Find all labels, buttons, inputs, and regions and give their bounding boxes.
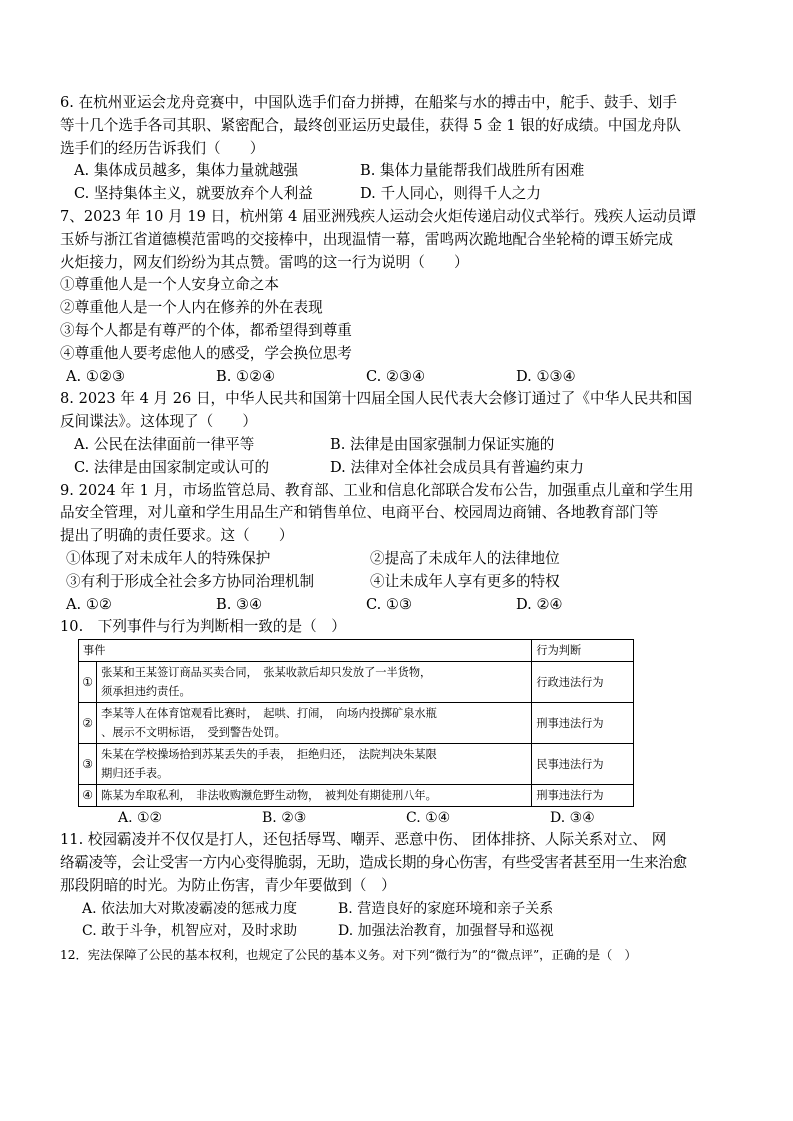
table-row-number: ④ [79,785,97,807]
question-12 [60,943,750,967]
q6-stem-line-1: 6. 在杭州亚运会龙舟竞赛中，中国队选手们奋力拼搏，在船桨与水的搏击中，舵手、鼓手、划手 [60,94,677,111]
table-row-number: ① [79,662,97,703]
q7-option-b[interactable]: B. ①②④ [216,367,276,385]
q6-option-a[interactable]: A. 集体成员越多，集体力量就越强 [74,162,299,180]
q9-option-a[interactable]: A. ①② [66,595,112,613]
event-line: 须承担违约责任。 [101,685,191,699]
q7-statement-3: ③每个人都是有尊严的个体，都希望得到尊重 [60,321,352,339]
table-row-event [97,785,532,807]
q9-stem-line-2: 品安全管理，对儿童和学生用品生产和销售单位、电商平台、校园周边商铺、各地教育部门等 [60,504,659,522]
table-row-judgment: 行政违法行为 [532,662,634,703]
exam-page [60,92,750,967]
q10-option-d[interactable]: D. ③④ [550,810,595,827]
q7-statement-4: ④尊重他人要考虑他人的感受，学会换位思考 [60,344,352,362]
q10-stem: 10. 下列事件与行为判断相一致的是（ ） [60,618,346,636]
table-row [79,703,634,744]
table-header-event: 事件 [79,640,532,662]
table-row-judgment: 刑事违法行为 [532,785,634,807]
q6-stem-line-2: 等十几个选手各司其职、紧密配合，最终创亚运历史最佳，获得 5 金 1 银的好成绩。中国龙舟队 [60,116,681,134]
event-line: 陈某为牟取私利， 非法收购濒危野生动物， 被判处有期徒刑八年。 [101,789,437,803]
q8-options-row-2 [60,457,750,480]
q9-statement-1: ①体现了对未成年人的特殊保护 [66,549,271,567]
q9-statements-row-1 [60,548,750,571]
question-7 [60,206,750,388]
q11-options-row-1 [60,898,750,921]
q11-option-d[interactable]: D. 加强法治教育，加强督导和巡视 [338,923,554,940]
q8-option-c[interactable]: C. 法律是由国家制定或认可的 [74,458,270,476]
q9-stem-line-3: 提出了明确的责任要求。这（ ） [60,527,294,545]
q7-option-a[interactable]: A. ①②③ [66,367,126,385]
q7-stem-line-3: 火炬接力，网友们纷纷为其点赞。雷鸣的这一行为说明（ ） [60,253,469,271]
table-row [79,785,634,807]
q11-options-row-2 [60,920,750,943]
q8-option-d[interactable]: D. 法律对全体社会成员具有普遍约束力 [330,458,584,476]
question-9 [60,480,750,617]
event-line: 李某等人在体育馆观看比赛时， 起哄、打闹， 向场内投掷矿泉水瓶 [101,707,437,721]
q8-stem-line-2: 反间谍法》。这体现了（ ） [60,413,258,431]
q6-option-c[interactable]: C. 坚持集体主义，就要放弃个人利益 [74,185,313,203]
q8-stem-line-1: 8. 2023 年 4 月 26 日，中华人民共和国第十四届全国人民代表大会修订通过了《中华人民共和国 [60,390,693,408]
q7-option-d[interactable]: D. ①③④ [516,367,576,385]
event-line: 张某和王某签订商品买卖合同， 张某收款后却只发放了一半货物， [101,666,432,680]
q6-stem-line-3: 选手们的经历告诉我们（ ） [60,139,265,157]
q9-statement-3: ③有利于形成全社会多方协同治理机制 [66,572,315,590]
event-line: 朱某在学校操场拾到苏某丢失的手表， 拒绝归还， 法院判决朱某限 [101,748,437,762]
q7-options-row [60,366,750,389]
question-8 [60,388,750,479]
q10-event-table [78,639,634,807]
q9-option-c[interactable]: C. ①③ [366,595,413,613]
table-row-number: ② [79,703,97,744]
q11-stem-line-1: 11. 校园霸凌并不仅仅是打人，还包括辱骂、嘲弄、恶意中伤、 团体排挤、人际关系对立、 网 [60,831,667,849]
q11-option-b[interactable]: B. 营造良好的家庭环境和亲子关系 [338,900,554,917]
q9-option-d[interactable]: D. ②④ [516,595,563,613]
table-header-judgment: 行为判断 [532,640,634,662]
table-row-event [97,744,532,785]
q6-options-row-2 [60,183,750,206]
table-row-event [97,662,532,703]
question-6 [60,92,750,206]
q8-option-b[interactable]: B. 法律是由国家强制力保证实施的 [330,435,555,453]
q10-option-c[interactable]: C. ①④ [406,810,451,827]
q6-options-row-1 [60,160,750,183]
q12-stem: 12．宪法保障了公民的基本权利，也规定了公民的基本义务。对下列“微行为”的“微点评”，正确的是（ ） [60,948,637,963]
table-row-number: ③ [79,744,97,785]
q9-statement-2: ②提高了未成年人的法律地位 [370,549,560,567]
q11-option-c[interactable]: C. 敢于斗争，机智应对，及时求助 [82,923,298,940]
q7-statement-1: ①尊重他人是一个人安身立命之本 [60,276,279,294]
table-row-event [97,703,532,744]
event-line: 期归还手表。 [101,767,169,781]
table-row-judgment: 刑事违法行为 [532,703,634,744]
event-line: 、展示不文明标语， 受到警告处罚。 [101,726,286,740]
table-row-judgment: 民事违法行为 [532,744,634,785]
q11-stem-line-3: 那段阴暗的时光。为防止伤害，青少年要做到（ ） [60,876,396,894]
q11-stem-line-2: 络霸凌等，会让受害一方内心变得脆弱，无助，造成长期的身心伤害，有些受害者甚至用一生来治愈 [60,853,687,871]
question-11 [60,829,750,943]
q9-statement-4: ④让未成年人享有更多的特权 [370,572,560,590]
q11-option-a[interactable]: A. 依法加大对欺凌霸凌的惩戒力度 [82,900,298,917]
q10-options-row [60,807,750,829]
table-row [79,662,634,703]
q7-stem-line-1: 7、2023 年 10 月 19 日，杭州第 4 届亚洲残疾人运动会火炬传递启动仪式举行。残疾人运动员谭 [60,207,697,225]
table-row [79,744,634,785]
q8-options-row-1 [60,434,750,457]
q9-stem-line-1: 9. 2024 年 1 月，市场监管总局、教育部、工业和信息化部联合发布公告，加强重点儿童和学生用 [60,481,694,499]
table-header-row [79,640,634,662]
question-10 [60,616,750,829]
q9-options-row [60,594,750,617]
q7-stem-line-2: 玉娇与浙江省道德模范雷鸣的交接棒中，出现温情一幕，雷鸣两次跪地配合坐轮椅的谭玉娇完成 [60,230,673,248]
q9-statements-row-2 [60,571,750,594]
q8-option-a[interactable]: A. 公民在法律面前一律平等 [74,435,255,453]
q6-option-d[interactable]: D. 千人同心，则得千人之力 [360,185,541,203]
q7-statement-2: ②尊重他人是一个人内在修养的外在表现 [60,299,323,317]
q6-option-b[interactable]: B. 集体力量能帮我们战胜所有困难 [360,162,585,180]
q10-option-a[interactable]: A. ①② [118,810,163,827]
q10-option-b[interactable]: B. ②③ [262,810,307,827]
q7-option-c[interactable]: C. ②③④ [366,367,426,385]
q9-option-b[interactable]: B. ③④ [216,595,263,613]
